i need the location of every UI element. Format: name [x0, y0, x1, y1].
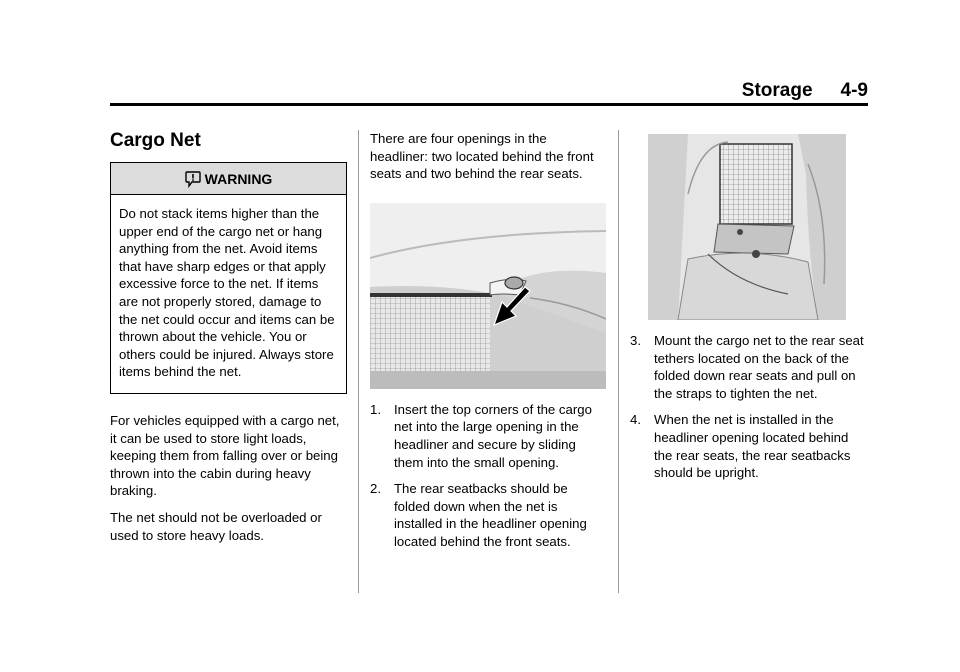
warning-header: [111, 163, 346, 195]
section-title: Storage: [741, 80, 813, 101]
section-heading: Cargo Net: [110, 130, 201, 151]
paragraph-2: The net should not be overloaded or used to store heavy loads.: [110, 509, 322, 543]
paragraph-1: For vehicles equipped with a cargo net, it can be used to store light loads, keeping them from falling over or being thrown into the cabin during heavy braking.: [110, 412, 340, 499]
list-item: [630, 411, 868, 481]
step-number: 1.: [370, 401, 381, 417]
warning-text: Do not stack items higher than the upper end of the cargo net or hang anything from the net. Avoid items that have sharp edges or that apply excessive force to the net. If items are not properly stored, damage to the net could occur and items can be thrown about the vehicle. You or others could be injured. Always store items behind the net.: [119, 206, 335, 380]
column-3: [630, 130, 868, 491]
step-number: 4.: [630, 412, 641, 428]
cargo-area-illustration: [648, 134, 846, 320]
header-rule: [110, 103, 868, 106]
headliner-opening-illustration: [370, 203, 606, 389]
step-text: Mount the cargo net to the rear seat tethers located on the back of the folded down rear seats and pull on the straps to tighten the net.: [654, 333, 864, 401]
column-divider-2: [618, 130, 619, 593]
warning-icon: [185, 170, 201, 188]
column-2: [370, 130, 606, 560]
column-divider-1: [358, 130, 359, 593]
warning-label: WARNING: [204, 170, 273, 187]
step-number: 2.: [370, 481, 381, 497]
steps-list-1: [370, 401, 606, 551]
step-text: When the net is installed in the headliner opening located behind the rear seats, the rear seatbacks should be upright.: [654, 412, 851, 481]
list-item: [630, 332, 868, 402]
list-item: [370, 401, 606, 471]
steps-list-2: [630, 332, 868, 482]
step-number: 3.: [630, 333, 641, 348]
page-number: 4-9: [840, 80, 868, 101]
step-text: The rear seatbacks should be folded down when the net is installed in the headliner opening located behind the front seats.: [394, 481, 587, 549]
page-header: [742, 80, 868, 102]
warning-box: [110, 162, 347, 394]
intro-paragraph: There are four openings in the headliner: two located behind the front seats and two behind the rear seats.: [370, 131, 594, 182]
step-text: Insert the top corners of the cargo net into the large opening in the headliner and secure by sliding them into the small opening.: [394, 401, 592, 470]
column-1: [110, 130, 347, 544]
list-item: [370, 480, 606, 550]
